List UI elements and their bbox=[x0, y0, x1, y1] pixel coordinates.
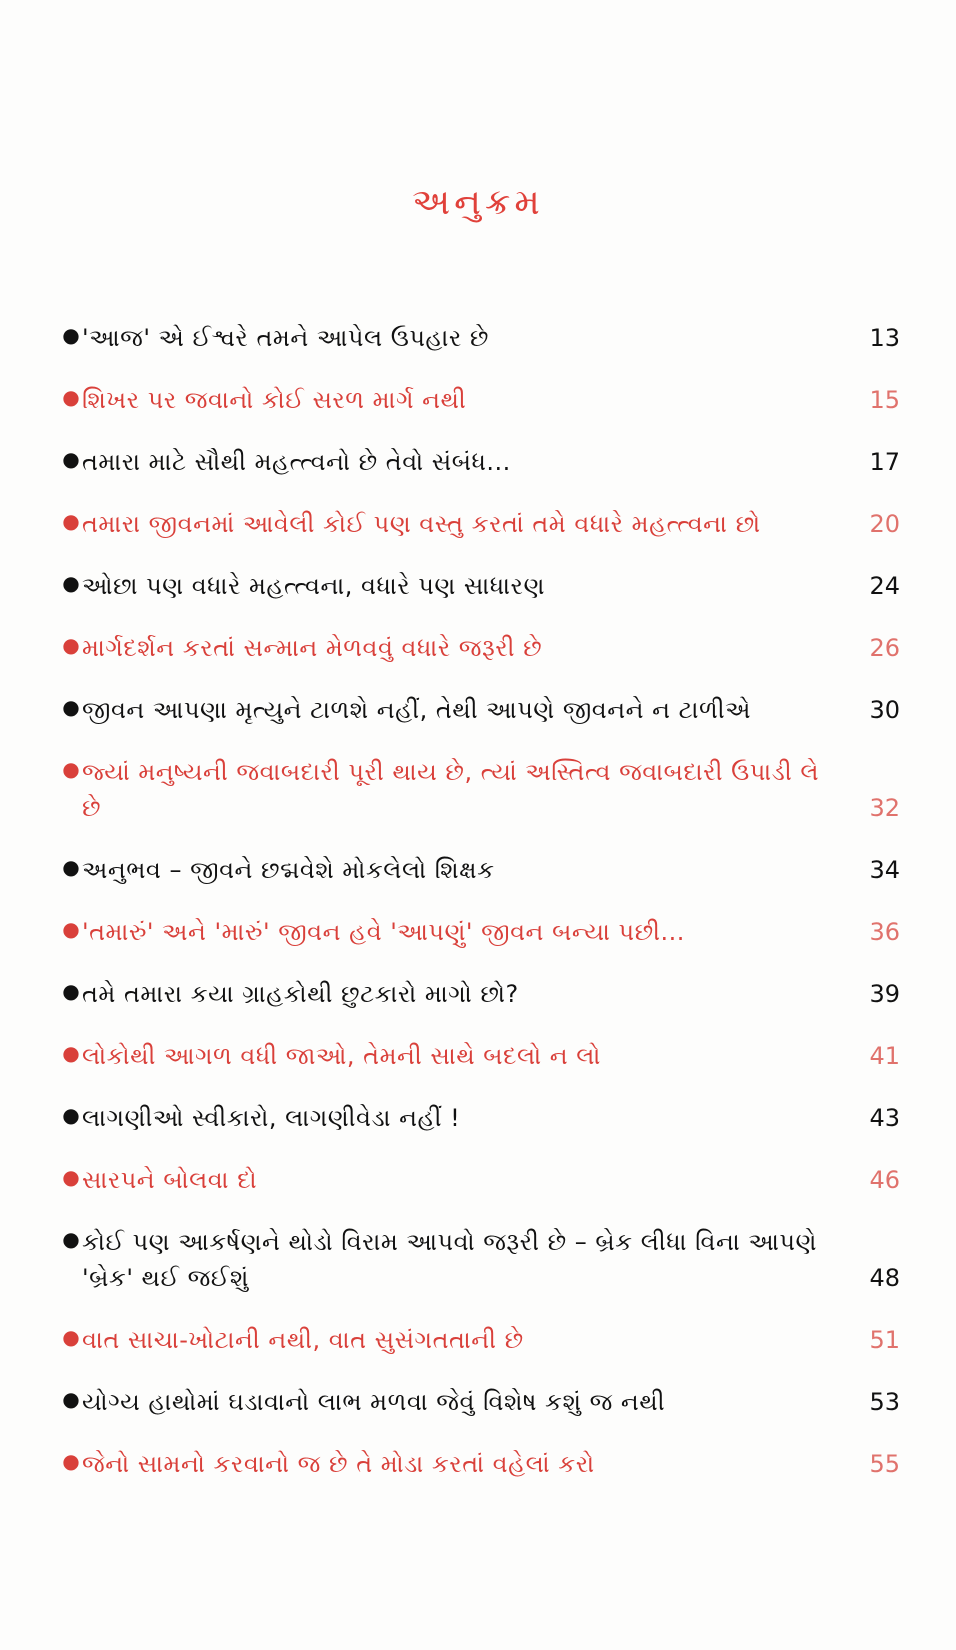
table-of-contents bbox=[60, 320, 900, 1508]
toc-entry bbox=[60, 568, 900, 604]
toc-entry-title: તમારા માટે સૌથી મહત્ત્વનો છે તેવો સંબંધ... bbox=[82, 448, 511, 476]
bullet-icon: ● bbox=[62, 509, 80, 533]
toc-entry-title: 'આજ' એ ઈશ્વરે તમને આપેલ ઉપહાર છે bbox=[82, 324, 489, 352]
bullet-icon: ● bbox=[62, 571, 80, 595]
toc-entry-title: ઓછા પણ વધારે મહત્ત્વના, વધારે પણ સાધારણ bbox=[82, 572, 545, 600]
bullet-icon: ● bbox=[62, 323, 80, 347]
bullet-icon: ● bbox=[62, 633, 80, 657]
toc-entry bbox=[60, 1446, 900, 1482]
toc-entry-title: માર્ગદર્શન કરતાં સન્માન મેળવવું વધારે જરૂરી છે bbox=[82, 634, 543, 662]
bullet-icon: ● bbox=[62, 447, 80, 471]
toc-entry-page-number: 26 bbox=[869, 634, 900, 662]
toc-entry bbox=[60, 630, 900, 666]
toc-entry-title: તમે તમારા કયા ગ્રાહકોથી છુટકારો માગો છો? bbox=[82, 980, 519, 1008]
bullet-icon: ● bbox=[62, 385, 80, 409]
toc-entry-title: 'તમારું' અને 'મારું' જીવન હવે 'આપણું' જીવન બન્યા પછી... bbox=[82, 918, 685, 946]
bullet-icon: ● bbox=[62, 979, 80, 1003]
toc-entry-title: લાગણીઓ સ્વીકારો, લાગણીવેડા નહીં ! bbox=[82, 1104, 461, 1132]
toc-entry bbox=[60, 754, 900, 826]
bullet-icon: ● bbox=[62, 1325, 80, 1349]
toc-entry-title: શિખર પર જવાનો કોઈ સરળ માર્ગ નથી bbox=[82, 386, 467, 414]
toc-entry bbox=[60, 320, 900, 356]
toc-entry bbox=[60, 1038, 900, 1074]
page-title: અનુક્રમ bbox=[412, 182, 544, 223]
toc-entry-page-number: 39 bbox=[869, 980, 900, 1008]
bullet-icon: ● bbox=[62, 1227, 80, 1251]
toc-entry bbox=[60, 914, 900, 950]
toc-entry bbox=[60, 382, 900, 418]
toc-entry-page-number: 30 bbox=[869, 696, 900, 724]
toc-entry-page-number: 43 bbox=[869, 1104, 900, 1132]
toc-entry-page-number: 34 bbox=[869, 856, 900, 884]
toc-entry bbox=[60, 1100, 900, 1136]
toc-entry-page-number: 55 bbox=[869, 1450, 900, 1478]
toc-entry bbox=[60, 1224, 900, 1296]
toc-entry-title: કોઈ પણ આકર્ષણને થોડો વિરામ આપવો જરૂરી છે – બ્રેક લીધા વિના આપણે 'બ્રેક' થઈ જઈશું bbox=[82, 1228, 817, 1292]
bullet-icon: ● bbox=[62, 1041, 80, 1065]
toc-entry-page-number: 41 bbox=[869, 1042, 900, 1070]
toc-entry bbox=[60, 852, 900, 888]
toc-entry bbox=[60, 692, 900, 728]
toc-entry-page-number: 13 bbox=[869, 324, 900, 352]
toc-entry-title: અનુભવ – જીવને છદ્મવેશે મોકલેલો શિક્ષક bbox=[82, 856, 495, 884]
bullet-icon: ● bbox=[62, 1165, 80, 1189]
toc-entry bbox=[60, 444, 900, 480]
toc-entry-page-number: 15 bbox=[869, 386, 900, 414]
toc-entry-title: તમારા જીવનમાં આવેલી કોઈ પણ વસ્તુ કરતાં તમે વધારે મહત્ત્વના છો bbox=[82, 510, 761, 538]
toc-entry-title: જીવન આપણા મૃત્યુને ટાળશે નહીં, તેથી આપણે જીવનને ન ટાળીએ bbox=[82, 696, 751, 724]
toc-entry-title: લોકોથી આગળ વધી જાઓ, તેમની સાથે બદલો ન લો bbox=[82, 1042, 601, 1070]
bullet-icon: ● bbox=[62, 757, 80, 781]
toc-entry-page-number: 24 bbox=[869, 572, 900, 600]
bullet-icon: ● bbox=[62, 1387, 80, 1411]
bullet-icon: ● bbox=[62, 855, 80, 879]
toc-entry-page-number: 53 bbox=[869, 1388, 900, 1416]
toc-entry-page-number: 51 bbox=[869, 1326, 900, 1354]
bullet-icon: ● bbox=[62, 917, 80, 941]
toc-entry-page-number: 20 bbox=[869, 510, 900, 538]
bullet-icon: ● bbox=[62, 1449, 80, 1473]
bullet-icon: ● bbox=[62, 1103, 80, 1127]
bullet-icon: ● bbox=[62, 695, 80, 719]
toc-entry bbox=[60, 1162, 900, 1198]
toc-entry-title: જેનો સામનો કરવાનો જ છે તે મોડા કરતાં વહેલાં કરો bbox=[82, 1450, 595, 1478]
toc-entry-page-number: 36 bbox=[869, 918, 900, 946]
toc-entry-page-number: 32 bbox=[869, 794, 900, 822]
toc-entry-title: જ્યાં મનુષ્યની જવાબદારી પૂરી થાય છે, ત્યાં અસ્તિત્વ જવાબદારી ઉપાડી લે છે bbox=[82, 758, 820, 822]
toc-entry-title: યોગ્ય હાથોમાં ઘડાવાનો લાભ મળવા જેવું વિશેષ કશું જ નથી bbox=[82, 1388, 666, 1416]
toc-entry-title: સારપને બોલવા દો bbox=[82, 1166, 258, 1194]
toc-entry bbox=[60, 976, 900, 1012]
toc-entry-page-number: 46 bbox=[869, 1166, 900, 1194]
toc-entry bbox=[60, 1384, 900, 1420]
toc-entry-title: વાત સાચા-ખોટાની નથી, વાત સુસંગતતાની છે bbox=[82, 1326, 524, 1354]
toc-entry bbox=[60, 506, 900, 542]
toc-entry-page-number: 48 bbox=[869, 1264, 900, 1292]
toc-entry-page-number: 17 bbox=[869, 448, 900, 476]
toc-entry bbox=[60, 1322, 900, 1358]
